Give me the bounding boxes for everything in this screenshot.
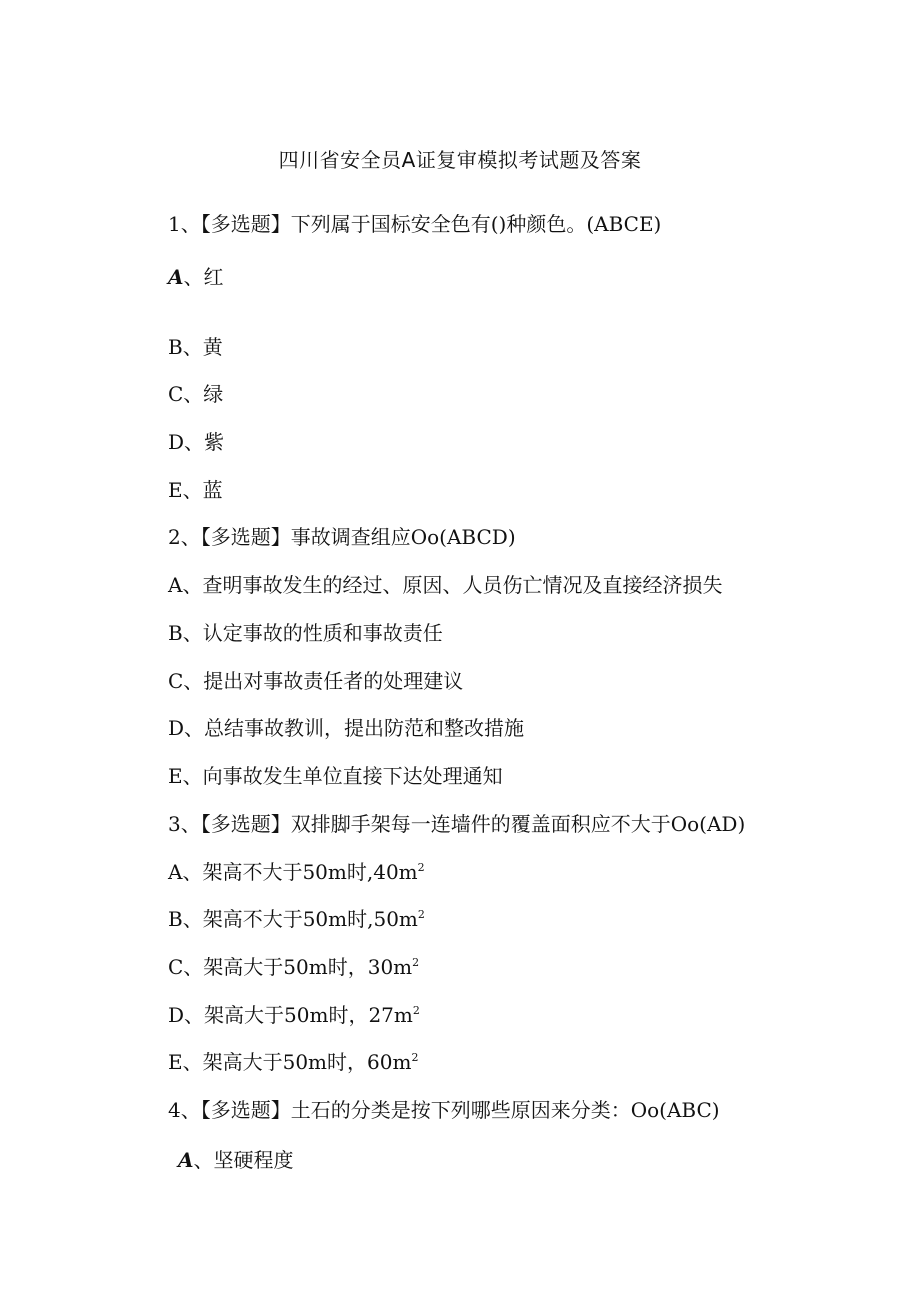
question-2-option-c: C、提出对事故责任者的处理建议 (168, 669, 464, 693)
option-text: B、架高不大于50m时,50m (168, 907, 418, 931)
question-1-option-e: E、蓝 (168, 478, 223, 502)
question-3-option-c (168, 954, 419, 980)
question-2-option-e: E、向事故发生单位直接下达处理通知 (168, 764, 503, 788)
question-3-stem: 3、【多选题】双排脚手架每一连墙件的覆盖面积应不大于Oo(AD) (168, 812, 746, 836)
option-text: A、架高不大于50m时,40m (168, 860, 418, 884)
question-4-stem: 4、【多选题】土石的分类是按下列哪些原因来分类：Oo(ABC) (168, 1098, 720, 1122)
question-2-option-a: A、查明事故发生的经过、原因、人员伤亡情况及直接经济损失 (168, 573, 723, 597)
question-1-stem: 1、【多选题】下列属于国标安全色有()种颜色。(ABCE) (168, 212, 662, 236)
question-3-option-b (168, 906, 425, 932)
option-text: E、架高大于50m时，60m (168, 1050, 412, 1074)
superscript-unit: 2 (417, 908, 425, 921)
question-3-option-e (168, 1049, 418, 1075)
option-text: D、架高大于50m时，27m (168, 1003, 413, 1027)
question-3-option-d (168, 1002, 420, 1028)
question-1-option-c: C、绿 (168, 382, 224, 406)
question-4-option-a (178, 1147, 294, 1173)
question-3-option-a (168, 859, 425, 885)
question-1-option-a (168, 264, 224, 290)
option-letter: A (168, 265, 184, 289)
page-title: 四川省安全员A证复审模拟考试题及答案 (278, 148, 642, 172)
option-text: C、架高大于50m时，30m (168, 955, 413, 979)
option-letter: A (178, 1148, 194, 1172)
superscript-unit: 2 (411, 1051, 419, 1064)
question-2-option-b: B、认定事故的性质和事故责任 (168, 621, 443, 645)
superscript-unit: 2 (417, 861, 425, 874)
option-text: 、坚硬程度 (193, 1148, 294, 1172)
option-text: 、红 (183, 265, 224, 289)
superscript-unit: 2 (412, 1004, 420, 1017)
question-1-option-d: D、紫 (168, 430, 225, 454)
question-1-option-b: B、黄 (168, 335, 223, 359)
superscript-unit: 2 (412, 956, 420, 969)
question-2-option-d: D、总结事故教训，提出防范和整改措施 (168, 716, 525, 740)
question-2-stem: 2、【多选题】事故调查组应Oo(ABCD) (168, 525, 516, 549)
